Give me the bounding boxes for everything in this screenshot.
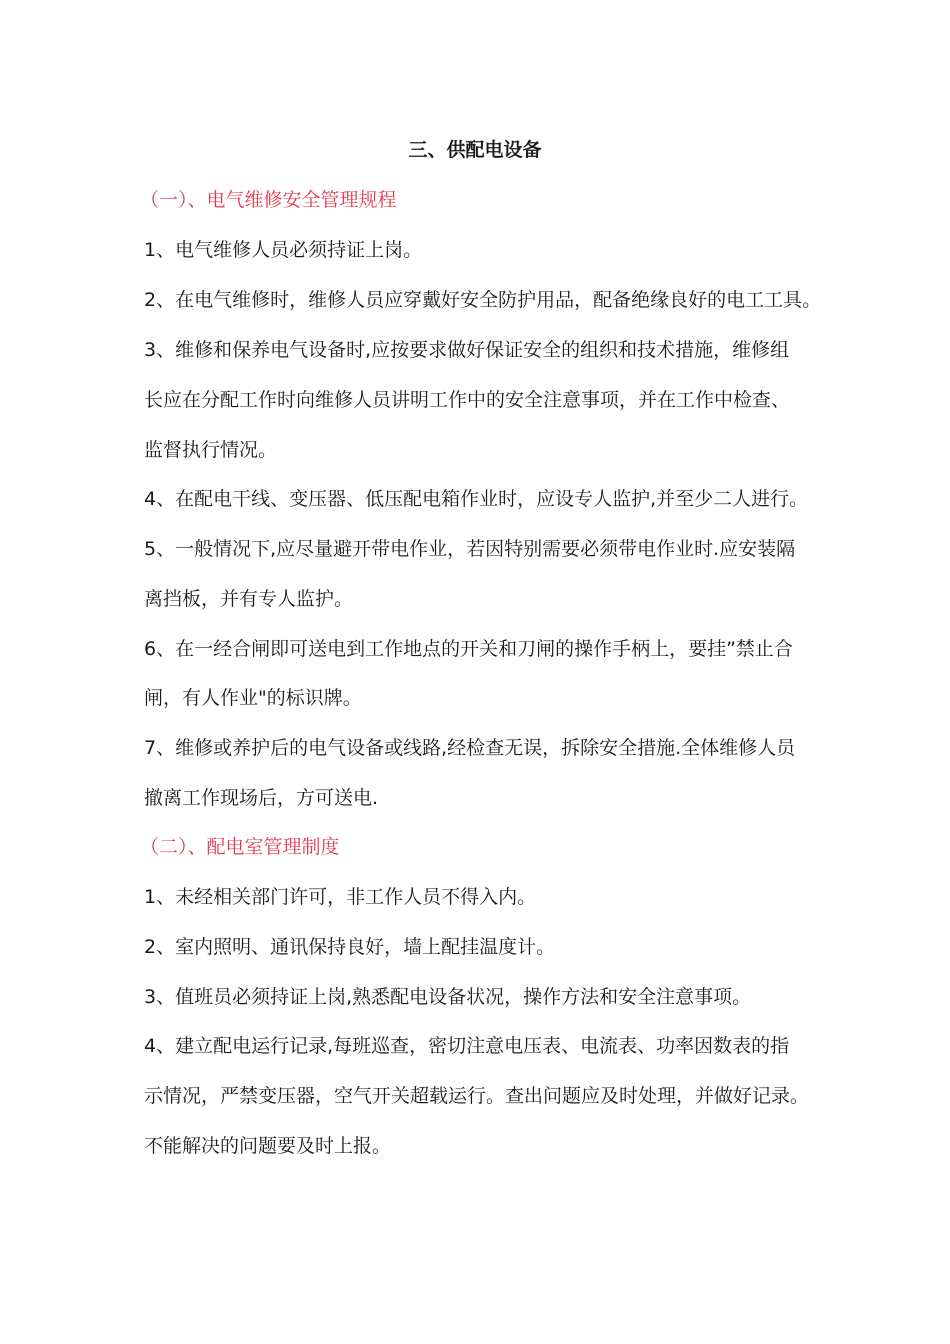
paragraph-line: 2、在电气维修时，维修人员应穿戴好安全防护用品，配备绝缘良好的电工工具。 xyxy=(144,289,822,311)
paragraph-line: 示情况，严禁变压器，空气开关超载运行。查出问题应及时处理，并做好记录。 xyxy=(144,1085,810,1107)
paragraph-line: 4、建立配电运行记录,每班巡查，密切注意电压表、电流表、功率因数表的指 xyxy=(144,1035,790,1057)
paragraph-line: 2、室内照明、通讯保持良好，墙上配挂温度计。 xyxy=(144,936,556,958)
paragraph-line: 不能解决的问题要及时上报。 xyxy=(144,1135,392,1157)
paragraph-line: 离挡板，并有专人监护。 xyxy=(144,588,354,610)
paragraph-line: 撤离工作现场后，方可送电. xyxy=(144,787,379,809)
section-heading: （一）、电气维修安全管理规程 xyxy=(140,189,397,211)
section-heading: （二）、配电室管理制度 xyxy=(140,836,340,858)
paragraph-line: 长应在分配工作时向维修人员讲明工作中的安全注意事项，并在工作中检查、 xyxy=(144,389,791,411)
page-title: 三、供配电设备 xyxy=(408,139,542,161)
paragraph-line: 4、在配电干线、变压器、低压配电箱作业时，应设专人监护,并至少二人进行。 xyxy=(144,488,809,510)
paragraph-line: 6、在一经合闸即可送电到工作地点的开关和刀闸的操作手柄上，要挂”禁止合 xyxy=(144,638,793,660)
paragraph-line: 1、电气维修人员必须持证上岗。 xyxy=(144,239,423,261)
paragraph-line: 1、未经相关部门许可，非工作人员不得入内。 xyxy=(144,886,537,908)
paragraph-line: 3、维修和保养电气设备时,应按要求做好保证安全的组织和技术措施，维修组 xyxy=(144,339,790,361)
paragraph-line: 7、维修或养护后的电气设备或线路,经检查无误，拆除安全措施.全体维修人员 xyxy=(144,737,796,759)
paragraph-line: 闸，有人作业"的标识牌。 xyxy=(144,687,362,709)
paragraph-line: 5、一般情况下,应尽量避开带电作业，若因特别需要必须带电作业时.应安装隔 xyxy=(144,538,796,560)
paragraph-line: 3、值班员必须持证上岗,熟悉配电设备状况，操作方法和安全注意事项。 xyxy=(144,986,752,1008)
paragraph-line: 监督执行情况。 xyxy=(144,439,278,461)
